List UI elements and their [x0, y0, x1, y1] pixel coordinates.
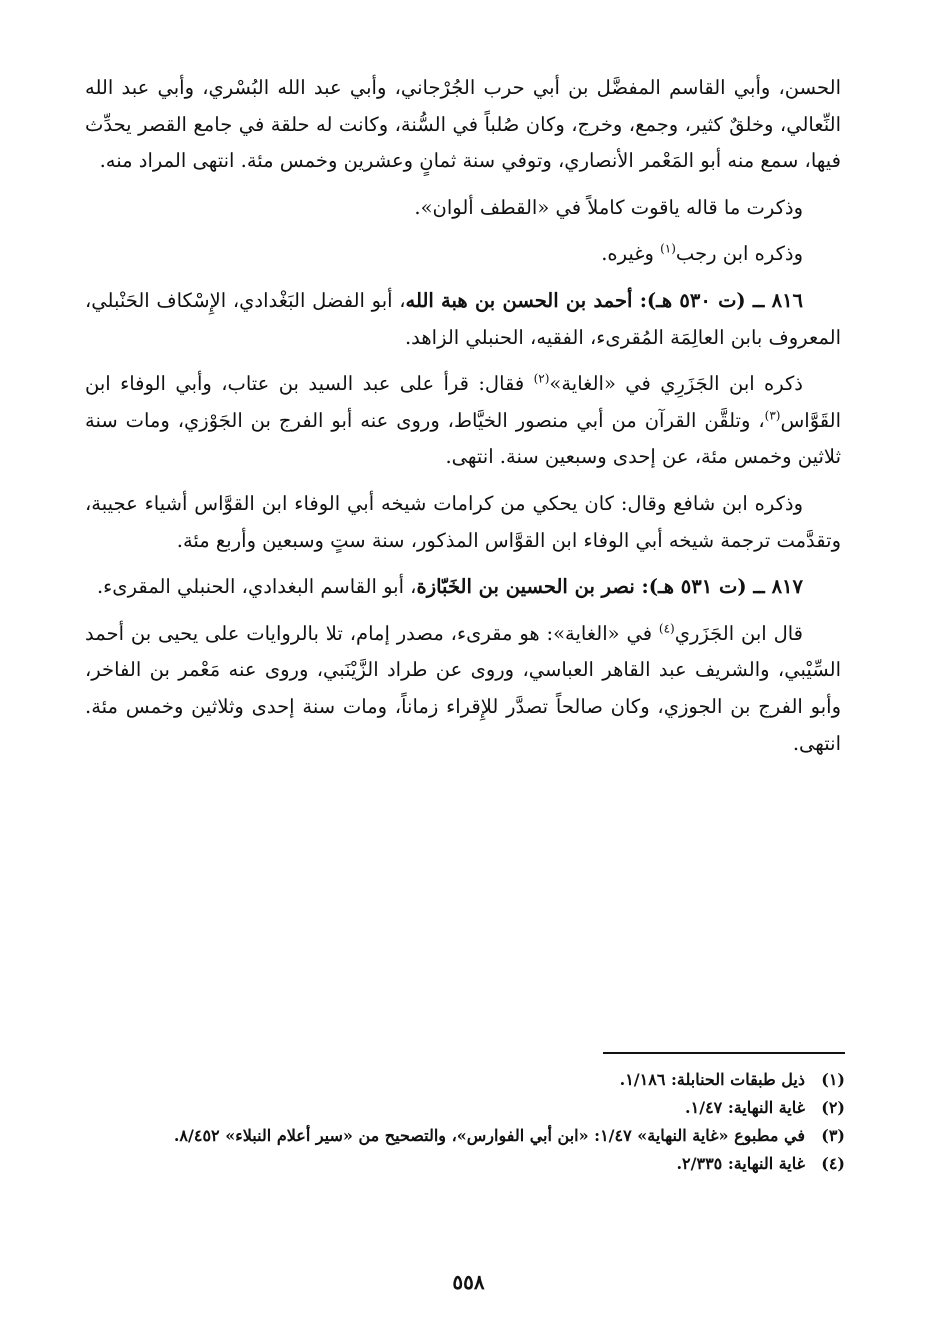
- paragraph-ibn-shafi: [85, 486, 841, 559]
- footnote-3: [90, 1122, 845, 1150]
- entry-816: [85, 283, 841, 356]
- paragraph-text: وذكره ابن رجب: [675, 242, 803, 266]
- footnote-text: غاية النهاية: ١/٤٧.: [685, 1098, 805, 1117]
- footnote-number: (٣): [821, 1126, 845, 1145]
- paragraph-yaqut-note: [85, 190, 841, 227]
- footnote-4: [90, 1150, 845, 1178]
- footnote-number: (١): [821, 1070, 845, 1089]
- entry-name: أحمد بن الحسن بن هبة الله: [405, 288, 633, 312]
- paragraph-ibn-jazari-817: [85, 616, 841, 762]
- paragraph-text: ، وتلقَّن القرآن من أبي منصور الخيَّاط، وروى عنه أبو الفرج بن الجَوْزي، ومات سنة ثلاثين وخمس مئة، عن إحدى وسبعين سنة. انتهى.: [85, 408, 841, 469]
- footnote-number: (٤): [821, 1154, 845, 1173]
- paragraph-continuation: [85, 70, 841, 180]
- page-number: ٥٥٨: [452, 1270, 485, 1294]
- footnote-ref-2[interactable]: (٢): [533, 371, 550, 386]
- footnote-1: [90, 1066, 845, 1094]
- footnote-text: ذيل طبقات الحنابلة: ١/١٨٦.: [619, 1070, 805, 1089]
- paragraph-text: الحسن، وأبي القاسم المفضَّل بن أبي حرب الجُرْجاني، وأبي عبد الله البُسْري، وأبي عبد الله النِّعالي، وخلقٌ كثير، وجمع، وخرج، وكان صُلباً في السُّنة، وكانت له حلقة في جامع القصر يحدِّث فيها، سمع منه أبو المَعْمر الأنصاري، وتوفي سنة ثمانٍ وعشرين وخمس مئة. انتهى المراد منه.: [85, 76, 841, 173]
- entry-name: نصر بن الحسين بن الخَبّازة: [416, 575, 635, 599]
- footnotes: [90, 1066, 845, 1178]
- footnote-ref-1[interactable]: (١): [660, 241, 676, 256]
- paragraph-text: وغيره.: [601, 242, 661, 266]
- paragraph-text: قال ابن الجَزَري: [674, 621, 803, 645]
- paragraph-ibn-rajab: [85, 236, 841, 273]
- paragraph-ibn-jazari-816: [85, 366, 841, 476]
- paragraph-text: فقال: قرأ على عبد السيد بن عتاب، وأبي الوفاء ابن القَوَّاس: [85, 372, 841, 432]
- main-text: [85, 70, 841, 772]
- footnote-text: غاية النهاية: ٢/٣٣٥.: [676, 1154, 805, 1173]
- entry-description: ، أبو القاسم البغدادي، الحنبلي المقرىء.: [96, 575, 417, 599]
- footnote-separator: [603, 1052, 845, 1054]
- entry-number: ٨١٧ ــ (ت ٥٣١ هـ):: [634, 575, 803, 599]
- entry-number: ٨١٦ ــ (ت ٥٣٠ هـ):: [632, 288, 804, 312]
- entry-description: ، أبو الفضل البَغْدادي، الإِسْكاف الحَنْبلي، المعروف بابن العالِمَة المُقرىء، الفقيه، الحنبلي الزاهد.: [85, 288, 841, 349]
- paragraph-text: وذكرت ما قاله ياقوت كاملاً في «القطف ألوان».: [414, 195, 803, 219]
- paragraph-text: في «الغاية»: هو مقرىء، مصدر إمام، تلا بالروايات على يحيى بن أحمد السِّيْبي، والشريف عبد القاهر العباسي، وروى عن طراد الزَّيْنَبي، وروى عنه مَعْمر بن الفاخر، وأبو الفرج بن الجوزي، وكان صالحاً تصدَّر للإِقراء زماناً، ومات سنة إحدى وثلاثين وخمس مئة. انتهى.: [85, 621, 841, 755]
- footnote-ref-3[interactable]: (٣): [764, 408, 781, 423]
- footnote-number: (٢): [821, 1098, 845, 1117]
- footnote-2: [90, 1094, 845, 1122]
- footnote-ref-4[interactable]: (٤): [658, 621, 675, 636]
- entry-817: [85, 569, 841, 606]
- paragraph-text: ذكره ابن الجَزَرِي في «الغاية»: [549, 372, 803, 396]
- paragraph-text: وذكره ابن شافع وقال: كان يحكي من كرامات شيخه أبي الوفاء ابن القوَّاس أشياء عجيبة، وتقدَّمت ترجمة شيخه أبي الوفاء ابن القوَّاس المذكور، سنة ستٍ وسبعين وأربع مئة.: [85, 491, 841, 552]
- footnote-text: في مطبوع «غاية النهاية» ١/٤٧: «ابن أبي الفوارس»، والتصحيح من «سير أعلام النبلاء» ٨/٤٥٢.: [173, 1126, 805, 1145]
